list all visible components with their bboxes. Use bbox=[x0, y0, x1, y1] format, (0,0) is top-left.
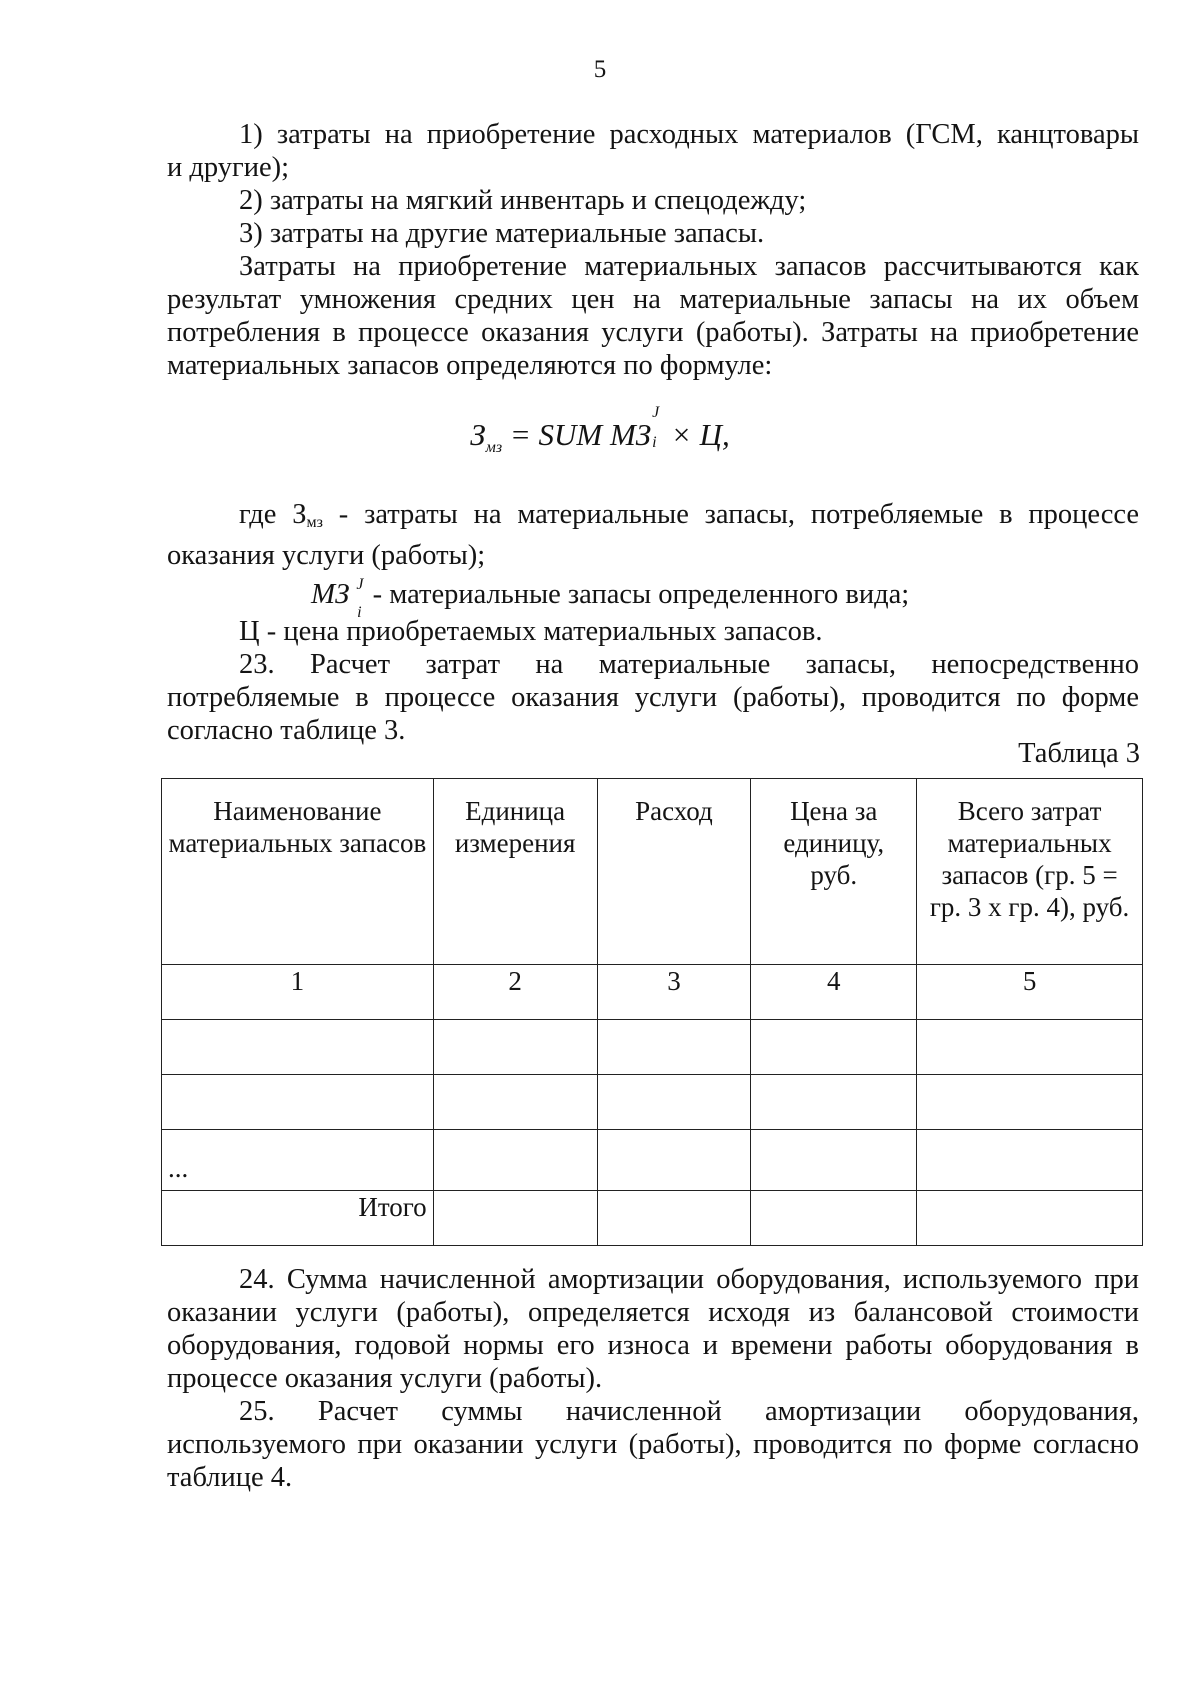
column-number: 4 bbox=[751, 965, 917, 1020]
definition-where-subscript: мз bbox=[306, 514, 323, 531]
table-cell bbox=[751, 1191, 917, 1246]
column-number: 1 bbox=[162, 965, 434, 1020]
mz-symbol bbox=[239, 576, 366, 621]
table-cell bbox=[433, 1075, 597, 1130]
header-unit-price: Цена за единицу, руб. bbox=[751, 779, 917, 965]
table-cell bbox=[162, 1020, 434, 1075]
material-costs-table bbox=[161, 778, 1143, 1246]
table-cell bbox=[751, 1075, 917, 1130]
paragraph-23: 23. Расчет затрат на материальные запасы, непосредственно потребляемые в процессе оказания услуги (работы), проводится по форме согласно таблице 3. bbox=[167, 649, 1139, 746]
intro-block bbox=[167, 118, 1139, 382]
column-number: 2 bbox=[433, 965, 597, 1020]
table-cell bbox=[597, 1191, 751, 1246]
list-item-3: 3) затраты на другие материальные запасы. bbox=[239, 218, 765, 249]
header-consumption: Расход bbox=[597, 779, 751, 965]
table-cell bbox=[597, 1020, 751, 1075]
formula-lhs-subscript: мз bbox=[485, 439, 503, 457]
mz-subscript: i bbox=[357, 604, 362, 621]
table-cell bbox=[433, 1020, 597, 1075]
formula-rhs: × Ц, bbox=[663, 417, 730, 452]
table-row bbox=[162, 1075, 1143, 1130]
formula-indices bbox=[651, 404, 663, 451]
total-label: Итого bbox=[162, 1191, 434, 1246]
table-row-ellipsis bbox=[162, 1130, 1143, 1191]
page-number: 5 bbox=[593, 56, 607, 83]
definitions-block bbox=[167, 498, 1139, 747]
table-cell bbox=[917, 1020, 1143, 1075]
header-material-name: Наименование материальных запасов bbox=[162, 779, 434, 965]
table-cell bbox=[433, 1191, 597, 1246]
mz-superscript: J bbox=[356, 576, 364, 593]
definition-where bbox=[167, 498, 1139, 572]
formula-lhs: З bbox=[470, 417, 486, 452]
calculation-paragraph: Затраты на приобретение материальных запасов рассчитываются как результат умножения средних цен на материальные запасы на их объем потребления в процессе оказания услуги (работы). Затраты на приобретение материальных запасов определяются по формуле: bbox=[167, 251, 1139, 381]
header-unit: Единица измерения bbox=[433, 779, 597, 965]
column-number: 3 bbox=[597, 965, 751, 1020]
definition-where-prefix: где З bbox=[239, 499, 307, 530]
paragraph-24: 24. Сумма начисленной амортизации оборудования, используемого при оказании услуги (работы), определяется исходя из балансовой стоимости оборудования, годовой нормы его износа и времени работы оборудования в процессе оказания услуги (работы). bbox=[167, 1264, 1139, 1394]
table-caption: Таблица 3 bbox=[1018, 738, 1140, 769]
definition-where-text: - затраты на материальные запасы, потребляемые в процессе оказания услуги (работы); bbox=[167, 499, 1139, 571]
table-cell bbox=[751, 1020, 917, 1075]
depreciation-block bbox=[167, 1263, 1139, 1494]
table-cell bbox=[433, 1130, 597, 1191]
paragraph-25: 25. Расчет суммы начисленной амортизации оборудования, используемого при оказании услуги (работы), проводится по форме согласно таблице 4. bbox=[167, 1396, 1139, 1493]
mz-definition-text: - материальные запасы определенного вида; bbox=[365, 579, 910, 610]
table-cell bbox=[597, 1075, 751, 1130]
header-total-cost: Всего затрат материальных запасов (гр. 5 = гр. 3 х гр. 4), руб. bbox=[917, 779, 1143, 965]
definition-price: Ц - цена приобретаемых материальных запасов. bbox=[239, 616, 823, 647]
cost-formula bbox=[0, 404, 1200, 457]
table-cell bbox=[751, 1130, 917, 1191]
mz-symbol-text: МЗ bbox=[311, 578, 350, 610]
formula-sum-term: = SUM МЗ bbox=[502, 417, 652, 452]
table-header-row bbox=[162, 779, 1143, 965]
list-item-2: 2) затраты на мягкий инвентарь и спецодежду; bbox=[239, 185, 807, 216]
list-item-1: 1) затраты на приобретение расходных материалов (ГСМ, канцтовары bbox=[239, 119, 1139, 150]
formula-subscript: i bbox=[652, 434, 657, 451]
table-total-row bbox=[162, 1191, 1143, 1246]
column-number: 5 bbox=[917, 965, 1143, 1020]
table-row bbox=[162, 1020, 1143, 1075]
ellipsis-cell: ... bbox=[162, 1130, 434, 1191]
table-cell bbox=[917, 1075, 1143, 1130]
table-cell bbox=[597, 1130, 751, 1191]
definition-mz bbox=[167, 576, 1139, 621]
list-item-1-continuation: и другие); bbox=[167, 152, 290, 183]
table-column-numbers-row bbox=[162, 965, 1143, 1020]
formula-superscript: J bbox=[652, 404, 660, 421]
table-cell bbox=[917, 1191, 1143, 1246]
table-cell bbox=[162, 1075, 434, 1130]
table-cell bbox=[917, 1130, 1143, 1191]
